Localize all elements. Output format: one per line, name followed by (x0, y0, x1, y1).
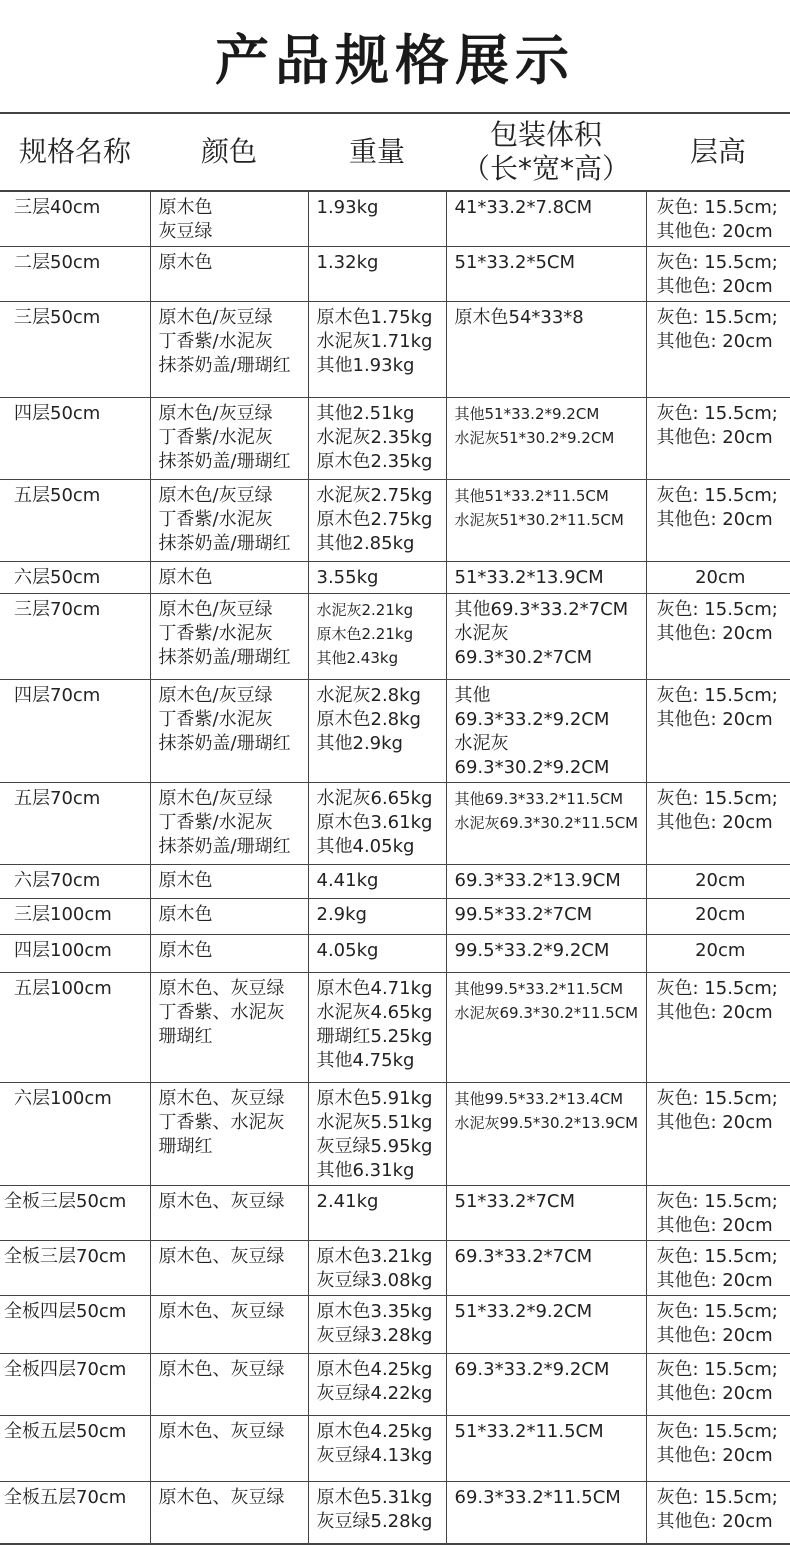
spec-name-cell: 三层70cm (0, 594, 150, 680)
height-cell: 灰色: 15.5cm; 其他色: 20cm (646, 191, 790, 247)
spec-name-cell: 三层100cm (0, 899, 150, 935)
table-row (0, 783, 790, 865)
spec-name-cell: 全板五层50cm (0, 1416, 150, 1482)
height-cell: 灰色: 15.5cm; 其他色: 20cm (646, 594, 790, 680)
table-row (0, 1482, 790, 1544)
height-cell: 灰色: 15.5cm; 其他色: 20cm (646, 398, 790, 480)
volume-cell: 原木色54*33*8 (446, 302, 646, 398)
color-cell: 原木色 (150, 935, 308, 973)
table-row (0, 302, 790, 398)
height-cell: 20cm (646, 899, 790, 935)
weight-cell: 4.05kg (308, 935, 446, 973)
height-cell: 20cm (646, 562, 790, 594)
header-spec-name: 规格名称 (0, 114, 150, 191)
height-cell: 灰色: 15.5cm; 其他色: 20cm (646, 247, 790, 302)
spec-name-cell: 四层100cm (0, 935, 150, 973)
page-title: 产品规格展示 (215, 28, 575, 92)
table-row (0, 899, 790, 935)
color-cell: 原木色 (150, 865, 308, 899)
weight-cell: 2.9kg (308, 899, 446, 935)
table-header-row (0, 114, 790, 191)
height-cell: 灰色: 15.5cm; 其他色: 20cm (646, 973, 790, 1083)
height-cell: 灰色: 15.5cm; 其他色: 20cm (646, 680, 790, 783)
color-cell: 原木色/灰豆绿 丁香紫/水泥灰 抹茶奶盖/珊瑚红 (150, 398, 308, 480)
spec-name-cell: 二层50cm (0, 247, 150, 302)
weight-cell: 水泥灰2.8kg 原木色2.8kg 其他2.9kg (308, 680, 446, 783)
volume-cell: 69.3*33.2*9.2CM (446, 1354, 646, 1416)
spec-name-cell: 全板四层50cm (0, 1296, 150, 1354)
color-cell: 原木色 (150, 899, 308, 935)
volume-cell: 其他99.5*33.2*13.4CM 水泥灰99.5*30.2*13.9CM (446, 1083, 646, 1186)
volume-cell: 其他69.3*33.2*7CM 水泥灰69.3*30.2*7CM (446, 594, 646, 680)
table-row (0, 680, 790, 783)
table-row (0, 247, 790, 302)
volume-cell: 其他51*33.2*11.5CM 水泥灰51*30.2*11.5CM (446, 480, 646, 562)
spec-name-cell: 全板四层70cm (0, 1354, 150, 1416)
table-row (0, 562, 790, 594)
volume-cell: 51*33.2*7CM (446, 1186, 646, 1241)
weight-cell: 原木色4.71kg 水泥灰4.65kg 珊瑚红5.25kg 其他4.75kg (308, 973, 446, 1083)
table-row (0, 1083, 790, 1186)
volume-cell: 99.5*33.2*9.2CM (446, 935, 646, 973)
table-row (0, 398, 790, 480)
volume-cell: 其他51*33.2*9.2CM 水泥灰51*30.2*9.2CM (446, 398, 646, 480)
spec-name-cell: 三层40cm (0, 191, 150, 247)
color-cell: 原木色 (150, 562, 308, 594)
height-cell: 灰色: 15.5cm; 其他色: 20cm (646, 1482, 790, 1544)
spec-name-cell: 四层50cm (0, 398, 150, 480)
color-cell: 原木色/灰豆绿 丁香紫/水泥灰 抹茶奶盖/珊瑚红 (150, 783, 308, 865)
weight-cell: 水泥灰6.65kg 原木色3.61kg 其他4.05kg (308, 783, 446, 865)
spec-name-cell: 三层50cm (0, 302, 150, 398)
height-cell: 20cm (646, 935, 790, 973)
header-package-volume: 包装体积 （长*宽*高） (446, 114, 646, 191)
volume-cell: 51*33.2*9.2CM (446, 1296, 646, 1354)
weight-cell: 原木色5.31kg 灰豆绿5.28kg (308, 1482, 446, 1544)
weight-cell: 水泥灰2.21kg 原木色2.21kg 其他2.43kg (308, 594, 446, 680)
weight-cell: 原木色5.91kg 水泥灰5.51kg 灰豆绿5.95kg 其他6.31kg (308, 1083, 446, 1186)
table-row (0, 191, 790, 247)
table-row (0, 973, 790, 1083)
volume-cell: 其他69.3*33.2*9.2CM 水泥灰69.3*30.2*9.2CM (446, 680, 646, 783)
height-cell: 20cm (646, 865, 790, 899)
table-row (0, 865, 790, 899)
table-row (0, 594, 790, 680)
height-cell: 灰色: 15.5cm; 其他色: 20cm (646, 1186, 790, 1241)
color-cell: 原木色、灰豆绿 (150, 1296, 308, 1354)
volume-cell: 其他99.5*33.2*11.5CM 水泥灰69.3*30.2*11.5CM (446, 973, 646, 1083)
color-cell: 原木色 (150, 247, 308, 302)
volume-cell: 51*33.2*13.9CM (446, 562, 646, 594)
spec-name-cell: 五层70cm (0, 783, 150, 865)
header-weight: 重量 (308, 114, 446, 191)
table-row (0, 480, 790, 562)
color-cell: 原木色、灰豆绿 (150, 1241, 308, 1296)
table-row (0, 1416, 790, 1482)
spec-table (0, 114, 790, 1545)
height-cell: 灰色: 15.5cm; 其他色: 20cm (646, 1083, 790, 1186)
height-cell: 灰色: 15.5cm; 其他色: 20cm (646, 1354, 790, 1416)
weight-cell: 原木色4.25kg 灰豆绿4.22kg (308, 1354, 446, 1416)
spec-name-cell: 全板三层70cm (0, 1241, 150, 1296)
height-cell: 灰色: 15.5cm; 其他色: 20cm (646, 1241, 790, 1296)
volume-cell: 99.5*33.2*7CM (446, 899, 646, 935)
height-cell: 灰色: 15.5cm; 其他色: 20cm (646, 480, 790, 562)
volume-cell: 69.3*33.2*11.5CM (446, 1482, 646, 1544)
table-row (0, 935, 790, 973)
volume-cell: 41*33.2*7.8CM (446, 191, 646, 247)
weight-cell: 1.32kg (308, 247, 446, 302)
spec-name-cell: 六层50cm (0, 562, 150, 594)
weight-cell: 其他2.51kg 水泥灰2.35kg 原木色2.35kg (308, 398, 446, 480)
weight-cell: 3.55kg (308, 562, 446, 594)
spec-name-cell: 六层100cm (0, 1083, 150, 1186)
height-cell: 灰色: 15.5cm; 其他色: 20cm (646, 1296, 790, 1354)
volume-cell: 51*33.2*11.5CM (446, 1416, 646, 1482)
height-cell: 灰色: 15.5cm; 其他色: 20cm (646, 302, 790, 398)
weight-cell: 水泥灰2.75kg 原木色2.75kg 其他2.85kg (308, 480, 446, 562)
spec-name-cell: 全板五层70cm (0, 1482, 150, 1544)
spec-name-cell: 六层70cm (0, 865, 150, 899)
spec-name-cell: 五层50cm (0, 480, 150, 562)
weight-cell: 2.41kg (308, 1186, 446, 1241)
weight-cell: 1.93kg (308, 191, 446, 247)
weight-cell: 原木色1.75kg 水泥灰1.71kg 其他1.93kg (308, 302, 446, 398)
color-cell: 原木色/灰豆绿 丁香紫/水泥灰 抹茶奶盖/珊瑚红 (150, 302, 308, 398)
color-cell: 原木色、灰豆绿 (150, 1354, 308, 1416)
weight-cell: 原木色3.35kg 灰豆绿3.28kg (308, 1296, 446, 1354)
color-cell: 原木色、灰豆绿 (150, 1416, 308, 1482)
weight-cell: 原木色3.21kg 灰豆绿3.08kg (308, 1241, 446, 1296)
color-cell: 原木色/灰豆绿 丁香紫/水泥灰 抹茶奶盖/珊瑚红 (150, 680, 308, 783)
table-row (0, 1241, 790, 1296)
header-color: 颜色 (150, 114, 308, 191)
color-cell: 原木色/灰豆绿 丁香紫/水泥灰 抹茶奶盖/珊瑚红 (150, 480, 308, 562)
height-cell: 灰色: 15.5cm; 其他色: 20cm (646, 783, 790, 865)
color-cell: 原木色 灰豆绿 (150, 191, 308, 247)
volume-cell: 51*33.2*5CM (446, 247, 646, 302)
header-shelf-height: 层高 (646, 114, 790, 191)
color-cell: 原木色/灰豆绿 丁香紫/水泥灰 抹茶奶盖/珊瑚红 (150, 594, 308, 680)
spec-name-cell: 五层100cm (0, 973, 150, 1083)
table-row (0, 1186, 790, 1241)
color-cell: 原木色、灰豆绿 (150, 1482, 308, 1544)
weight-cell: 4.41kg (308, 865, 446, 899)
table-row (0, 1354, 790, 1416)
color-cell: 原木色、灰豆绿 丁香紫、水泥灰 珊瑚红 (150, 1083, 308, 1186)
color-cell: 原木色、灰豆绿 (150, 1186, 308, 1241)
weight-cell: 原木色4.25kg 灰豆绿4.13kg (308, 1416, 446, 1482)
table-row (0, 1296, 790, 1354)
spec-name-cell: 全板三层50cm (0, 1186, 150, 1241)
height-cell: 灰色: 15.5cm; 其他色: 20cm (646, 1416, 790, 1482)
volume-cell: 其他69.3*33.2*11.5CM 水泥灰69.3*30.2*11.5CM (446, 783, 646, 865)
color-cell: 原木色、灰豆绿 丁香紫、水泥灰 珊瑚红 (150, 973, 308, 1083)
spec-name-cell: 四层70cm (0, 680, 150, 783)
volume-cell: 69.3*33.2*7CM (446, 1241, 646, 1296)
volume-cell: 69.3*33.2*13.9CM (446, 865, 646, 899)
